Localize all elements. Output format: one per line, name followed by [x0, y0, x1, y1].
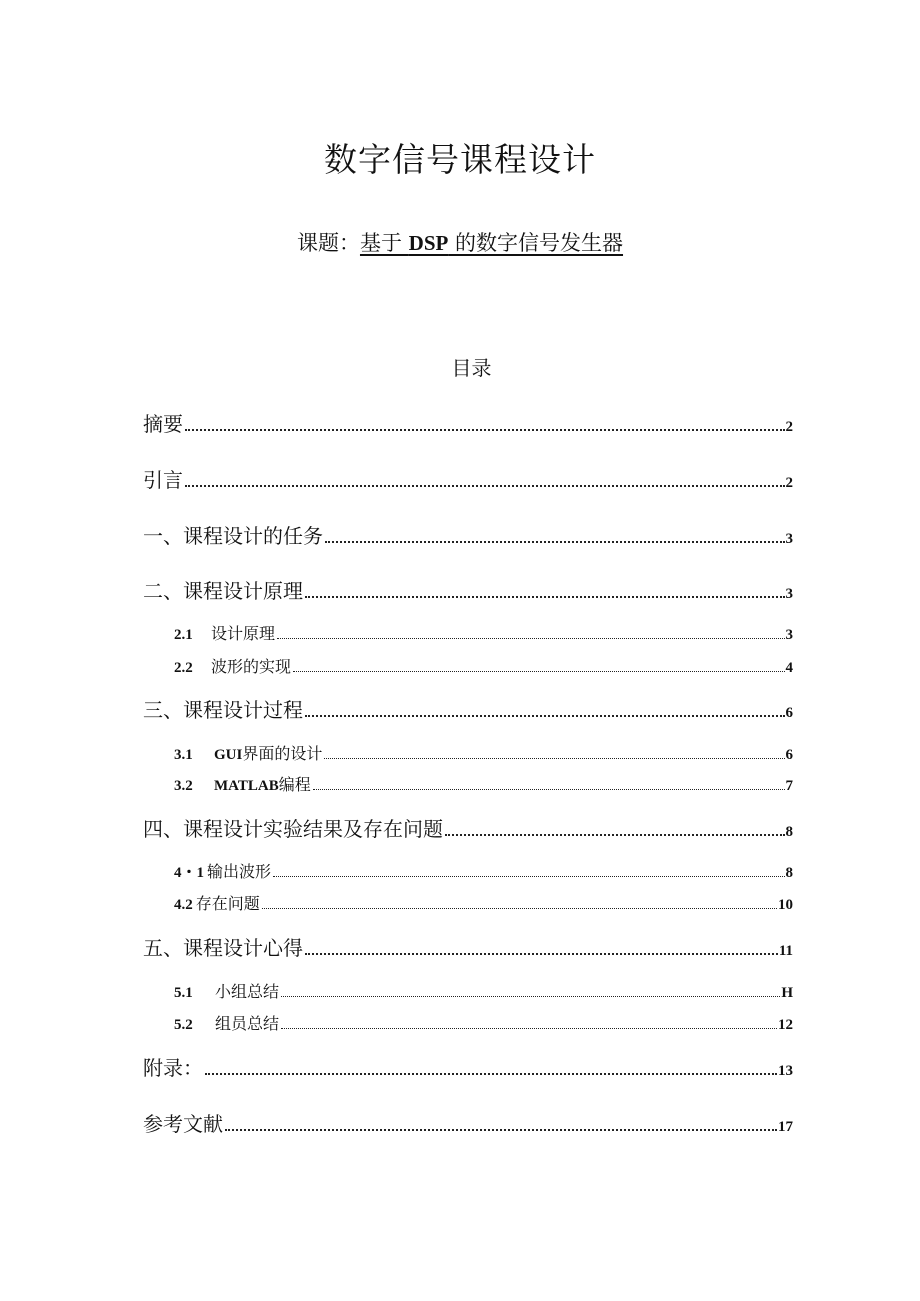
dot-leader [313, 788, 785, 790]
dot-leader [262, 907, 777, 909]
toc-entry-title: 小组总结 [215, 982, 280, 1001]
toc-section-number: 3.2 [174, 778, 193, 794]
toc-page-number: 13 [778, 1063, 793, 1079]
toc-entry-chapter-5[interactable] [143, 934, 793, 965]
toc-entry-title: 二、课程设计原理 [143, 579, 303, 603]
toc-entry-section-3-2[interactable] [174, 774, 793, 797]
toc-entry-title: 三、课程设计过程 [143, 698, 303, 722]
toc-entry-chapter-4[interactable] [143, 815, 793, 846]
dot-leader [305, 595, 785, 598]
toc-entry-title: 摘要 [143, 412, 183, 436]
toc-entry-abstract[interactable] [143, 410, 793, 441]
toc-entry-title: 五、课程设计心得 [143, 936, 303, 960]
dot-leader [185, 428, 785, 431]
toc-page-number: 3 [785, 627, 793, 643]
dot-leader [225, 1128, 777, 1131]
toc-entry-title: 设计原理 [211, 624, 276, 643]
toc-entry-introduction[interactable] [143, 466, 793, 497]
toc-page-number: 3 [785, 531, 793, 547]
toc-page-number: 6 [785, 705, 793, 721]
toc-page-number: 8 [785, 824, 793, 840]
toc-entry-references[interactable] [143, 1110, 793, 1141]
toc-entry-appendix[interactable] [143, 1054, 793, 1085]
toc-entry-title: 存在问题 [195, 894, 260, 913]
toc-page-number: 6 [785, 747, 793, 763]
dot-leader [445, 833, 785, 836]
toc-entry-section-5-1[interactable] [174, 981, 793, 1004]
toc-entry-title: 输出波形 [207, 862, 272, 881]
toc-page-number: 7 [785, 778, 793, 794]
toc-entry-chapter-1[interactable] [143, 522, 793, 553]
toc-entry-title: 四、课程设计实验结果及存在问题 [143, 817, 443, 841]
toc-entry-section-4-2[interactable] [174, 893, 793, 916]
document-title: 数字信号课程设计 [324, 140, 596, 179]
toc-entry-title: 附录： [143, 1056, 203, 1080]
dot-leader [273, 875, 784, 877]
dot-leader [305, 714, 785, 717]
toc-section-number: 5.2 [174, 1017, 193, 1033]
dot-leader [281, 1027, 777, 1029]
toc-entry-title: 引言 [143, 468, 183, 492]
toc-entry-chapter-2[interactable] [143, 577, 793, 608]
toc-page-number: 12 [778, 1017, 793, 1033]
toc-entry-title: 波形的实现 [211, 657, 292, 676]
toc-section-number: 4・1 [174, 865, 205, 881]
toc-page-number: 4 [785, 660, 793, 676]
toc-entry-section-5-2[interactable] [174, 1013, 793, 1036]
toc-entry-title: 组员总结 [215, 1014, 280, 1033]
dot-leader [305, 952, 778, 955]
toc-entry-latin-label: GUI [214, 747, 243, 763]
toc-entry-title: 一、课程设计的任务 [143, 524, 323, 548]
toc-page-number: 17 [778, 1119, 793, 1135]
toc-entry-section-4-1[interactable] [174, 861, 793, 884]
subject-label: 课题： [296, 231, 360, 255]
toc-entry-section-2-1[interactable] [174, 623, 793, 646]
toc-page-number: 8 [785, 865, 793, 881]
toc-entry-title: 参考文献 [143, 1112, 223, 1136]
toc-heading: 目录 [451, 356, 492, 380]
toc-page-number: 2 [785, 475, 793, 491]
toc-page-number: 10 [778, 897, 793, 913]
toc-entry-section-3-1[interactable] [174, 743, 793, 766]
toc-page-number: 11 [778, 943, 793, 959]
toc-page-number: 2 [785, 419, 793, 435]
toc-entry-chapter-3[interactable] [143, 696, 793, 727]
toc-entry-title: 编程 [278, 775, 311, 794]
toc-section-number: 4.2 [174, 897, 193, 913]
toc-section-number: 2.2 [174, 660, 193, 676]
toc-entry-title: 界面的设计 [242, 744, 323, 763]
dot-leader [324, 757, 784, 759]
toc-section-number: 3.1 [174, 747, 193, 763]
dot-leader [185, 484, 785, 487]
toc-section-number: 2.1 [174, 627, 193, 643]
toc-page-number: 3 [785, 586, 793, 602]
toc-section-number: 5.1 [174, 985, 193, 1001]
subject-topic: 基于 DSP 的数字信号发生器 [359, 231, 624, 255]
toc-entry-section-2-2[interactable] [174, 656, 793, 679]
toc-entry-latin-label: MATLAB [214, 778, 279, 794]
toc-page-number: H [781, 985, 793, 1001]
dot-leader [325, 540, 785, 543]
dot-leader [205, 1072, 777, 1075]
subject-line [0, 228, 920, 258]
dot-leader [277, 637, 784, 639]
dot-leader [293, 670, 784, 672]
dot-leader [281, 995, 780, 997]
